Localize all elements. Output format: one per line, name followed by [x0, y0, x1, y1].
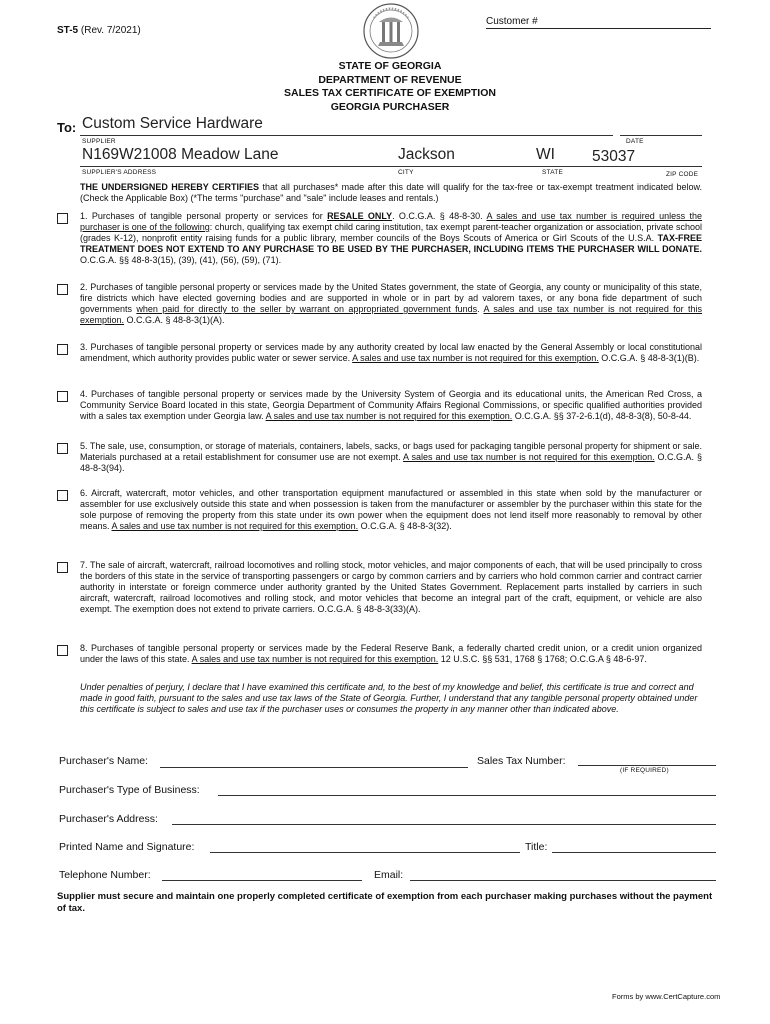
exemption-item-8 — [80, 643, 702, 665]
exemption-item-4 — [80, 389, 702, 422]
item-text: O.C.G.A. § 48-8-3(32). — [358, 521, 452, 531]
title-label: Title: — [525, 841, 548, 853]
item-text: : church, qualifying tax exempt child caring institution, tax exempt parent-teacher organization or association, private school (grades K-12), nonprofit entity raising funds for a public library, member councils of the Boys Scouts of America or Girl Scouts of the U.S.A. — [80, 222, 703, 243]
date-field[interactable] — [620, 135, 702, 136]
printed-name-label: Printed Name and Signature: — [59, 841, 195, 853]
checkbox-federal-reserve[interactable] — [57, 645, 68, 656]
checkbox-packaging[interactable] — [57, 443, 68, 454]
checkbox-water-authority[interactable] — [57, 344, 68, 355]
telephone-label: Telephone Number: — [59, 869, 151, 881]
form-id — [57, 25, 141, 36]
printed-name-field[interactable] — [210, 852, 520, 853]
supplier-city-value[interactable]: Jackson — [398, 146, 455, 163]
sales-tax-number-label: Sales Tax Number: — [477, 755, 566, 767]
item-text: O.C.G.A. § 48-8-3(94). — [80, 452, 702, 473]
email-field[interactable] — [410, 880, 716, 881]
item-text: 5. The sale, use, consumption, or storage of materials, containers, labels, sacks, or bags used for packaging tangible personal property for shipment or sale. Materials purchased at a retail establishment for consumer use are not exempt. — [80, 441, 702, 462]
georgia-seal-icon — [362, 2, 420, 60]
item-underline: when paid for directly to the seller by warrant on appropriated government funds — [136, 304, 478, 314]
supplier-note: Supplier must secure and maintain one properly completed certificate of exemption from each purchaser making purchases without the payment of tax. — [57, 891, 713, 914]
item-text: 1. Purchases of tangible personal property or services for — [80, 211, 328, 221]
checkbox-resale[interactable] — [57, 213, 68, 224]
item-text: 3. Purchases of tangible personal property or services made by any authority created by local law enacted by the General Assembly or local constitutional amendment, which authority provides public water or sewer service. — [80, 342, 702, 363]
supplier-state-value[interactable]: WI — [536, 146, 555, 163]
perjury-statement: Under penalties of perjury, I declare that I have examined this certificate and, to the best of my knowledge and belief, this certificate is true and correct and made in good faith, pursuant to the sales and use tax laws of the State of Georgia. Further, I understand that any tangible personal property obtained under this certificate is subject to sales and use tax if the purchaser uses or consumes the property in any manner other than indicated above. — [80, 682, 698, 714]
zip-caption: ZIP CODE — [666, 171, 699, 178]
item-text: O.C.G.A. § 48-8-3(1)(B). — [598, 353, 700, 363]
form-number: ST-5 — [57, 25, 79, 36]
exemption-item-2 — [80, 282, 702, 326]
title-field[interactable] — [552, 852, 716, 853]
item-text: O.C.G.A. §§ 37-2-6.1(d), 48-8-3(8), 50-8-44. — [512, 411, 692, 421]
customer-number-field[interactable] — [486, 28, 711, 29]
form-heading — [200, 60, 580, 114]
purchaser-name-label: Purchaser's Name: — [59, 755, 148, 767]
checkbox-manufactured-vehicles[interactable] — [57, 490, 68, 501]
heading-line: GEORGIA PURCHASER — [330, 100, 450, 113]
city-caption: CITY — [398, 169, 414, 176]
exemption-item-3 — [80, 342, 702, 364]
exemption-item-1 — [80, 211, 702, 266]
business-type-label: Purchaser's Type of Business: — [59, 784, 200, 796]
address-caption: SUPPLIER'S ADDRESS — [82, 169, 157, 176]
checkbox-university-system[interactable] — [57, 391, 68, 402]
item-text: 8. Purchases of tangible personal property or services made by the Federal Reserve Bank, a federally charted credit union, or a credit union organized under the laws of this state. — [80, 643, 702, 664]
item-underline: A sales and use tax number is not required for this exemption. — [265, 411, 513, 421]
item-emphasis: RESALE ONLY — [327, 211, 393, 221]
if-required-caption: (IF REQUIRED) — [620, 767, 669, 774]
supplier-address-value[interactable]: N169W21008 Meadow Lane — [82, 146, 279, 163]
item-text: 4. Purchases of tangible personal property or services made by the University System of Georgia and its educational units, the American Red Cross, a Community Service Board located in this state, Georgia Department of Community Affairs Regional Commissions, or specific qualified authorities provided with a sales tax exemption under Georgia law. — [80, 389, 702, 421]
purchaser-address-field[interactable] — [172, 824, 716, 825]
supplier-caption: SUPPLIER — [82, 138, 116, 145]
item-text: 7. The sale of aircraft, watercraft, railroad locomotives and rolling stock, motor vehicles, and major components of each, that will be used principally to cross the borders of this state in the service of transporting passengers or cargo by common carriers and by carriers who hold common carrier and contract carrier authority in interstate or foreign commerce under authority granted by the United States Government. Replacement parts installed by carriers in such aircraft, watercraft, railroad locomotives and rolling stock, and motor vehicles that become an integral part of the craft, equipment, or vehicle are also exempt. The exemption does not extend to private carriers. O.C.G.A. § 48-8-3(33)(A). — [80, 560, 702, 614]
purchaser-name-field[interactable] — [160, 767, 468, 768]
item-text: . O.C.G.A. § 48-8-30. — [392, 211, 487, 221]
telephone-field[interactable] — [162, 880, 362, 881]
item-text: O.C.G.A. § 48-8-3(1)(A). — [124, 315, 225, 325]
heading-line: STATE OF GEORGIA — [338, 60, 442, 72]
sales-tax-number-field[interactable] — [578, 765, 716, 766]
supplier-zip-value[interactable]: 53037 — [592, 148, 636, 165]
exemption-item-5 — [80, 441, 702, 474]
state-caption: STATE — [542, 169, 563, 176]
item-underline: A sales and use tax number is required unless the purchaser is one of the following — [80, 211, 702, 232]
form-revision: (Rev. 7/2021) — [80, 25, 141, 36]
item-underline: A sales and use tax number is not required for this exemption. — [403, 452, 655, 462]
email-label: Email: — [374, 869, 404, 881]
address-line — [80, 166, 702, 167]
item-text: 12 U.S.C. §§ 531, 1768 § 1768; O.C.G.A § 48-6-97. — [438, 654, 647, 664]
certification-intro — [80, 182, 702, 204]
checkbox-government[interactable] — [57, 284, 68, 295]
supplier-name-value[interactable]: Custom Service Hardware — [82, 115, 263, 132]
heading-line: SALES TAX CERTIFICATE OF EXEMPTION — [284, 87, 496, 99]
forms-credit: Forms by www.CertCapture.com — [612, 992, 721, 1001]
intro-text: that all purchases* made after this date will qualify for the tax-free or tax-exempt treatment indicated below. (Check the Applicable Box) (*The terms "purchase" and "sale" include leases and rentals.) — [80, 182, 702, 203]
to-label: To: — [57, 120, 77, 135]
item-text: . — [477, 304, 484, 314]
item-text: O.C.G.A. §§ 48-8-3(15), (39), (41), (56), (59), (71). — [80, 255, 282, 265]
purchaser-address-label: Purchaser's Address: — [59, 813, 158, 825]
checkbox-common-carriers[interactable] — [57, 562, 68, 573]
item-emphasis: TAX-FREE TREATMENT DOES NOT EXTEND TO ANY PURCHASE TO BE USED BY THE PURCHASER, INCLUDING ITEMS THE PURCHASER WILL DONATE. — [80, 233, 702, 254]
item-underline: A sales and use tax number is not required for this exemption. — [352, 353, 599, 363]
item-underline: A sales and use tax number is not required for this exemption. — [111, 521, 359, 531]
exemption-item-6 — [80, 488, 702, 532]
business-type-field[interactable] — [218, 795, 716, 796]
item-text: 6. Aircraft, watercraft, motor vehicles, and other transportation equipment manufactured or assembled in this state when sold by the manufacturer or assembler for use exclusively outside this state and when possession is taken from the manufacturer or assembler by the purchaser within this state for the sole purpose of removing the property from this state under its own power when the equipment does not lend itself more reasonably to removal by other means. — [80, 488, 702, 531]
item-underline: A sales and use tax number is not required for this exemption. — [80, 304, 703, 325]
heading-line: DEPARTMENT OF REVENUE — [318, 73, 462, 86]
supplier-name-line — [80, 135, 613, 136]
item-text: 2. Purchases of tangible personal property or services made by the United States government, the state of Georgia, any county or municipality of this state, fire districts which have elected governing bodies and are supported in whole or in part by ad valorem taxes, or any bona fide department of such governments — [80, 282, 702, 314]
item-underline: A sales and use tax number is not required for this exemption. — [191, 654, 439, 664]
customer-number-label: Customer # — [486, 16, 538, 27]
exemption-item-7 — [80, 560, 702, 615]
intro-bold: THE UNDERSIGNED HEREBY CERTIFIES — [80, 182, 260, 192]
date-caption: DATE — [626, 138, 644, 145]
